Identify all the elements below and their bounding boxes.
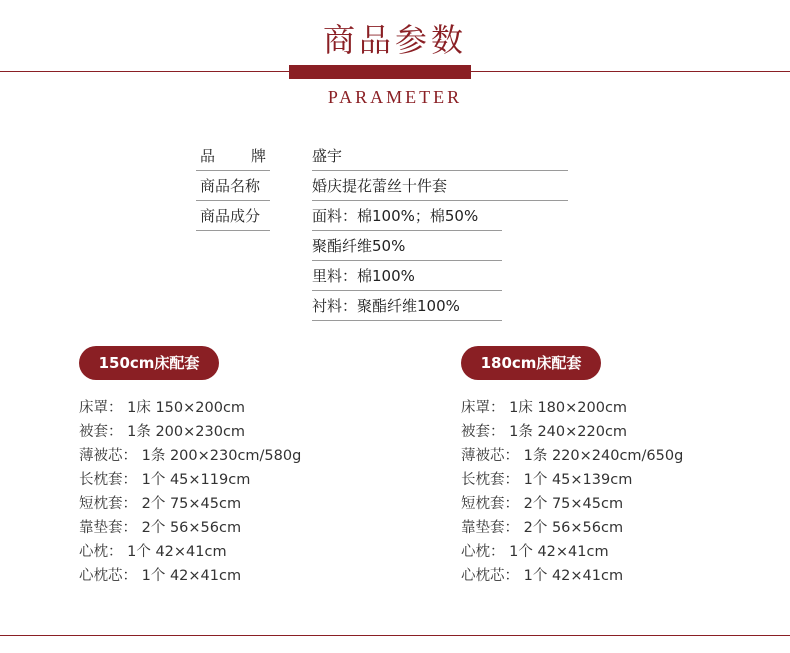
list-item: 心枕芯： 1个 42×41cm [79, 568, 242, 584]
page-title: 商品参数 [322, 21, 467, 59]
list-item: 被套： 1条 240×220cm [461, 424, 628, 440]
set-180-list [461, 396, 781, 588]
list-item: 薄被芯： 1条 200×230cm/580g [79, 448, 302, 464]
footer-rule [0, 635, 790, 636]
list-item: 长枕套： 1个 45×119cm [79, 472, 251, 488]
title-underline-bar [289, 65, 471, 79]
set-150-badge: 150cm床配套 [79, 346, 219, 380]
param-label-composition: 商品成分 [196, 201, 270, 231]
list-item: 心枕： 1个 42×41cm [461, 544, 609, 560]
list-item: 被套： 1条 200×230cm [79, 424, 246, 440]
param-value-name: 婚庆提花蕾丝十件套 [312, 171, 568, 201]
param-value-brand: 盛宇 [312, 141, 568, 171]
list-item: 床罩： 1床 180×200cm [461, 400, 628, 416]
list-item: 靠垫套： 2个 56×56cm [79, 520, 242, 536]
param-value-composition-1: 面料：棉100%；棉50% [312, 201, 502, 231]
list-item: 床罩： 1床 150×200cm [79, 400, 246, 416]
list-item: 靠垫套： 2个 56×56cm [461, 520, 624, 536]
list-item: 短枕套： 2个 75×45cm [461, 496, 624, 512]
list-item: 长枕套： 1个 45×139cm [461, 472, 633, 488]
list-item: 短枕套： 2个 75×45cm [79, 496, 242, 512]
param-label-brand: 品 牌 [196, 141, 270, 171]
param-value-composition-4: 衬料：聚酯纤维100% [312, 291, 502, 321]
list-item: 心枕芯： 1个 42×41cm [461, 568, 624, 584]
set-180-badge: 180cm床配套 [461, 346, 601, 380]
set-150-list [79, 396, 399, 588]
page-subtitle: PARAMETER [327, 87, 463, 107]
param-value-composition-3: 里料：棉100% [312, 261, 502, 291]
param-label-name: 商品名称 [196, 171, 270, 201]
param-value-composition-2: 聚酯纤维50% [312, 231, 502, 261]
list-item: 薄被芯： 1条 220×240cm/650g [461, 448, 684, 464]
list-item: 心枕： 1个 42×41cm [79, 544, 227, 560]
